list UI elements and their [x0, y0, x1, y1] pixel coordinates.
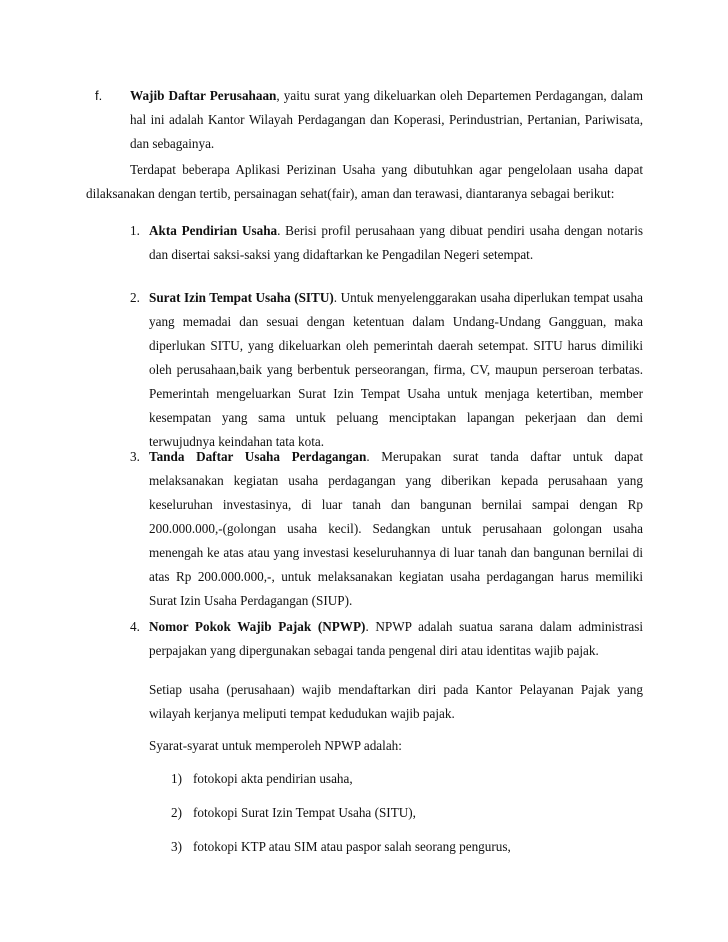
item-2-title: Surat Izin Tempat Usaha (SITU) [149, 290, 334, 305]
item-1-number: 1. [130, 223, 140, 238]
item-1-title: Akta Pendirian Usaha [149, 223, 278, 238]
item-f-title: Wajib Daftar Perusahaan [130, 88, 277, 103]
requirement-1-number: 1) [171, 771, 182, 786]
requirement-2-text: fotokopi Surat Izin Tempat Usaha (SITU), [193, 805, 416, 820]
item-3-title: Tanda Daftar Usaha Perdagangan [149, 449, 367, 464]
npwp-requirements-heading: Syarat-syarat untuk memperoleh NPWP adalah: [149, 738, 402, 753]
item-1-text: . Berisi profil perusahaan yang dibuat pendiri usaha dengan notaris dan disertai saksi-saksi yang didaftarkan ke Pengadilan Negeri setempat. [149, 223, 643, 262]
item-4-text: . NPWP adalah suatua sarana dalam administrasi perpajakan yang dipergunakan sebagai tanda pengenal diri atau identitas wajib pajak. [149, 619, 643, 658]
item-f-paragraph [130, 84, 643, 156]
item-2-paragraph [149, 286, 643, 454]
requirement-2-number: 2) [171, 805, 182, 820]
item-4-paragraph [149, 615, 643, 663]
item-f-text: , yaitu surat yang dikeluarkan oleh Departemen Perdagangan, dalam hal ini adalah Kantor Wilayah Perdagangan dan Koperasi, Perindustrian, Pertanian, Pariwisata, dan sebagainya. [130, 88, 644, 151]
item-3-text: . Merupakan surat tanda daftar untuk dapat melaksanakan kegiatan usaha perdagangan yang diberikan kepada perusahaan yang keseluruhan investasinya, di luar tanah dan bangunan bernilai sampai dengan Rp 200.000.000,-(golongan usaha kecil). Sedangkan untuk perusahaan golongan usaha menengah ke atas atau yang investasi keseluruhannya di luar tanah dan bangunan bernilai di atas Rp 200.000.000,-, untuk melaksanakan kegiatan usaha perdagangan harus memiliki Surat Izin Usaha Perdagangan (SIUP). [149, 449, 643, 608]
item-2-number: 2. [130, 290, 140, 305]
intro-paragraph: Terdapat beberapa Aplikasi Perizinan Usaha yang dibutuhkan agar pengelolaan usaha dapat dilaksanakan dengan tertib, persainagan sehat(fair), aman dan terawasi, diantaranya sebagai berikut: [86, 162, 643, 201]
item-1-paragraph [149, 219, 643, 267]
requirement-3-text: fotokopi KTP atau SIM atau paspor salah seorang pengurus, [193, 839, 511, 854]
requirement-1-text: fotokopi akta pendirian usaha, [193, 771, 353, 786]
item-f-marker: f. [95, 88, 103, 103]
npwp-paragraph: Setiap usaha (perusahaan) wajib mendaftarkan diri pada Kantor Pelayanan Pajak yang wilayah kerjanya meliputi tempat kedudukan wajib pajak. [149, 682, 643, 721]
item-2-text: . Untuk menyelenggarakan usaha diperlukan tempat usaha yang memadai dan sesuai dengan ketentuan dalam Undang-Undang Gangguan, maka diperlukan SITU, yang dikeluarkan oleh pemerintah daerah setempat. SITU harus dimiliki oleh perusahaan,baik yang berbentuk perseorangan, firma, CV, maupun perseroan terbatas. Pemerintah mengeluarkan Surat Izin Tempat Usaha untuk menjaga ketertiban, member kesempatan yang sama untuk peluang menciptakan lapangan pekerjaan dan demi terwujudnya keindahan tata kota. [149, 290, 644, 449]
item-3-paragraph [149, 445, 643, 613]
item-4-number: 4. [130, 619, 140, 634]
item-4-title: Nomor Pokok Wajib Pajak (NPWP) [149, 619, 366, 634]
item-3-number: 3. [130, 449, 140, 464]
requirement-3-number: 3) [171, 839, 182, 854]
